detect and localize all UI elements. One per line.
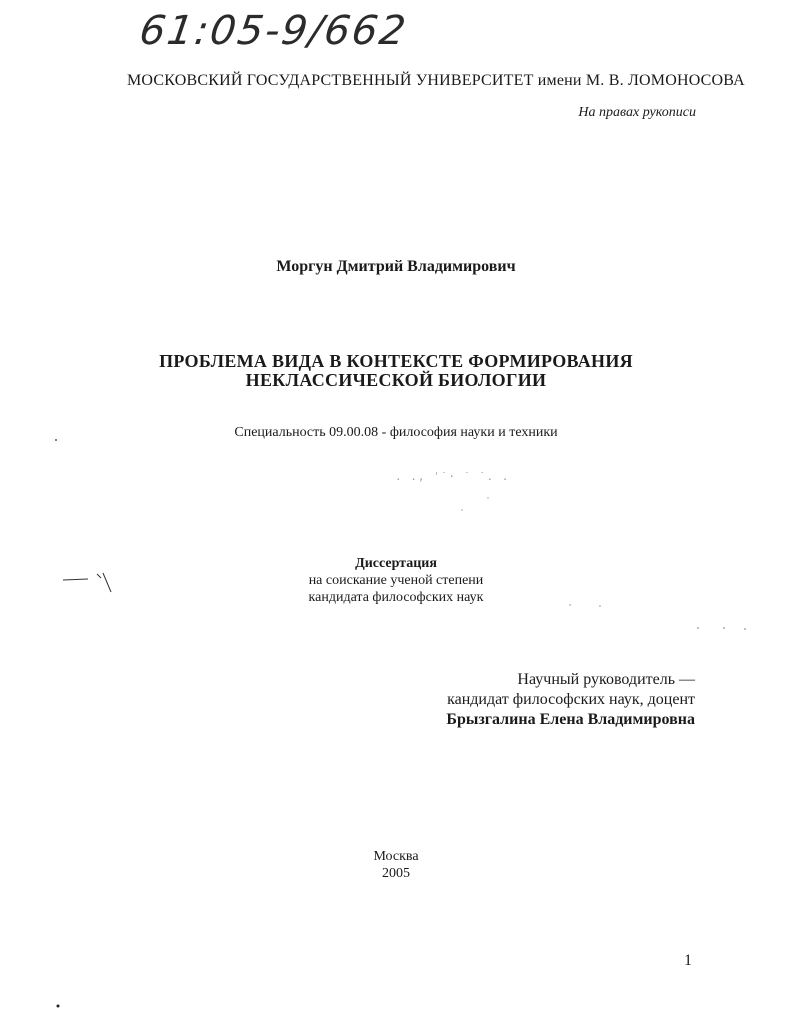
scan-dot <box>487 497 488 498</box>
dissertation-line-2: кандидата философских наук <box>308 590 484 605</box>
scan-dot <box>723 627 725 629</box>
city: Москва <box>373 849 419 864</box>
supervisor-name: Брызгалина Елена Владимировна <box>446 711 695 728</box>
dissertation-block <box>0 555 792 606</box>
supervisor-block <box>446 670 695 730</box>
page-number: 1 <box>684 952 692 969</box>
rights-notice: На правах рукописи <box>578 105 696 120</box>
scan-dot <box>697 627 699 629</box>
faint-stamp-mark: . ., ˈ˙· ˙ ˙. . <box>395 470 510 483</box>
scan-dot <box>461 509 462 510</box>
title-line-1: ПРОБЛЕМА ВИДА В КОНТЕКСТЕ ФОРМИРОВАНИЯ <box>159 351 633 371</box>
city-year-block <box>0 848 792 882</box>
university-name: МОСКОВСКИЙ ГОСУДАРСТВЕННЫЙ УНИВЕРСИТЕТ имени М. В. ЛОМОНОСОВА <box>127 72 745 89</box>
title-line-2: НЕКЛАССИЧЕСКОЙ БИОЛОГИИ <box>245 370 547 390</box>
author-name: Моргун Дмитрий Владимирович <box>276 258 516 275</box>
specialty: Специальность 09.00.08 - философия науки и техники <box>234 425 558 440</box>
scan-dot <box>744 628 746 630</box>
scan-dot <box>57 1005 60 1008</box>
year: 2005 <box>382 866 410 881</box>
handwritten-catalog-number: 61:05-9/662 <box>136 8 411 54</box>
dissertation-title <box>0 352 792 390</box>
supervisor-degree: кандидат философских наук, доцент <box>447 691 695 708</box>
supervisor-role: Научный руководитель — <box>517 671 695 688</box>
dissertation-heading: Диссертация <box>355 556 437 571</box>
dissertation-line-1: на соискание ученой степени <box>308 573 484 588</box>
